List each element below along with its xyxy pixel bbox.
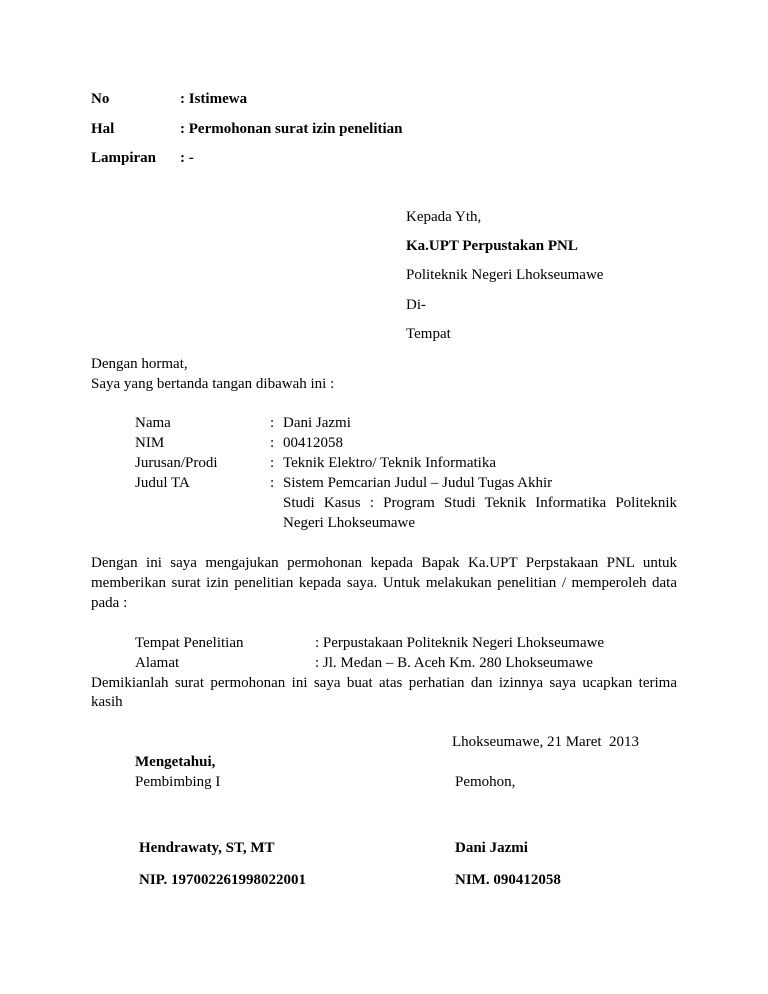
hal-value: : Permohonan surat izin penelitian (180, 121, 403, 137)
identity-label-nama: Nama (135, 415, 171, 431)
recipient-line-5: Tempat (406, 326, 451, 342)
greeting-line-1: Dengan hormat, (91, 356, 188, 372)
signature-left-title: Mengetahui, (135, 754, 216, 770)
hal-label: Hal (91, 121, 115, 137)
signature-right-id: NIM. 090412058 (455, 872, 561, 888)
recipient-line-2: Ka.UPT Perpustakan PNL (406, 238, 578, 254)
research-label-alamat: Alamat (135, 655, 180, 671)
identity-label-nim: NIM (135, 435, 165, 451)
identity-value-jurusan: Teknik Elektro/ Teknik Informatika (283, 455, 496, 471)
recipient-line-4: Di- (406, 297, 426, 313)
identity-label-judul: Judul TA (135, 475, 190, 491)
identity-sep-nim: : (270, 435, 275, 451)
lampiran-value: : - (180, 150, 194, 166)
signature-right-role: Pemohon, (455, 774, 516, 790)
no-value: : Istimewa (180, 91, 248, 107)
judul-continuation-line-2: Negeri Lhokseumawe (283, 515, 416, 531)
identity-sep-nama: : (270, 415, 275, 431)
body-line-3: pada : (91, 595, 128, 611)
lampiran-label: Lampiran (91, 150, 157, 166)
identity-value-nim: 00412058 (283, 435, 343, 451)
research-value-alamat: : Jl. Medan – B. Aceh Km. 280 Lhokseumawe (315, 655, 593, 671)
closing-line-1: Demikianlah surat permohonan ini saya buat atas perhatian dan izinnya saya ucapkan terima (91, 675, 677, 691)
signature-right-name: Dani Jazmi (455, 840, 528, 856)
recipient-line-1: Kepada Yth, (406, 209, 482, 225)
identity-value-nama: Dani Jazmi (283, 415, 351, 431)
identity-value-judul: Sistem Pemcarian Judul – Judul Tugas Akhir (283, 475, 553, 491)
signature-left-name: Hendrawaty, ST, MT (139, 840, 275, 856)
no-label: No (91, 91, 110, 107)
closing-line-2: kasih (91, 694, 123, 710)
identity-label-jurusan: Jurusan/Prodi (135, 455, 218, 471)
identity-sep-jurusan: : (270, 455, 275, 471)
recipient-line-3: Politeknik Negeri Lhokseumawe (406, 267, 604, 283)
identity-sep-judul: : (270, 475, 275, 491)
body-line-1: Dengan ini saya mengajukan permohonan kepada Bapak Ka.UPT Perpstakaan PNL untuk (91, 555, 677, 571)
research-value-tempat: : Perpustakaan Politeknik Negeri Lhokseumawe (315, 635, 605, 651)
place-date: Lhokseumawe, 21 Maret 2013 (452, 734, 640, 750)
greeting-line-2: Saya yang bertanda tangan dibawah ini : (91, 376, 335, 392)
signature-left-role: Pembimbing I (135, 774, 221, 790)
judul-continuation-line-1: Studi Kasus : Program Studi Teknik Informatika Politeknik (283, 495, 677, 511)
research-label-tempat: Tempat Penelitian (135, 635, 244, 651)
body-line-2: memberikan surat izin penelitian kepada saya. Untuk melakukan penelitian / memperoleh data (91, 575, 677, 591)
signature-left-id: NIP. 197002261998022001 (139, 872, 306, 888)
